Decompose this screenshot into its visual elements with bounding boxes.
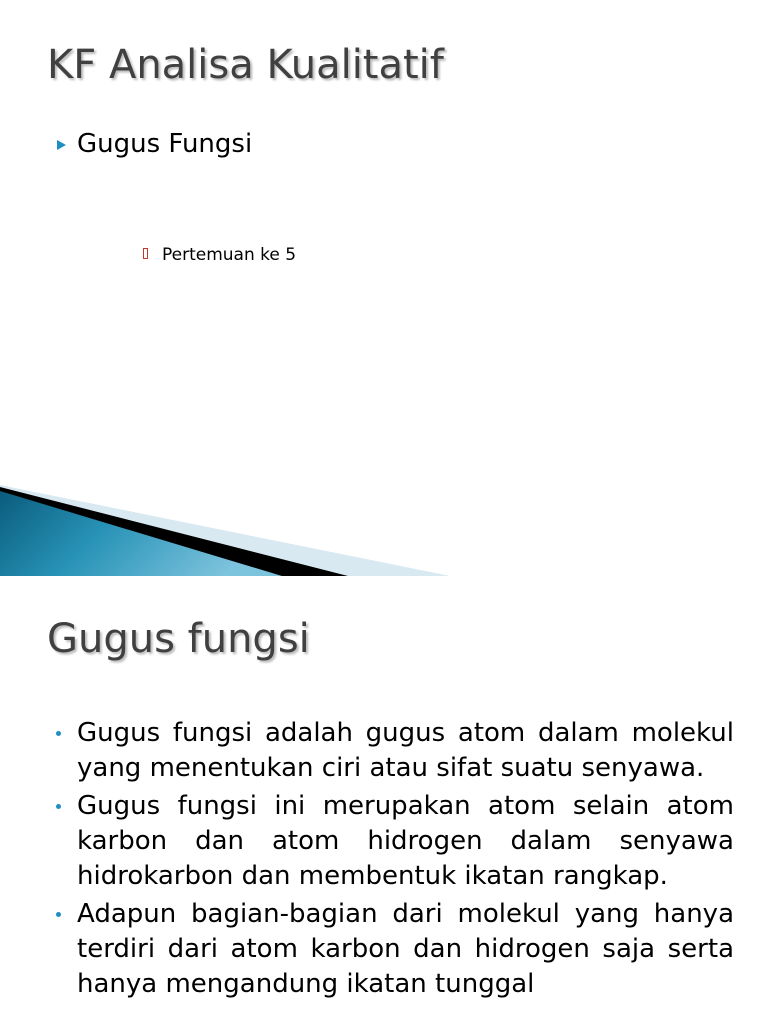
list-item xyxy=(54,716,734,786)
dot-icon xyxy=(56,912,61,917)
slide-1-subtitle: Gugus Fungsi xyxy=(77,129,253,159)
bullet-text: Gugus fungsi adalah gugus atom dalam molekul yang menentukan ciri atau sifat suatu senyawa. xyxy=(77,718,734,783)
box-glyph-icon xyxy=(143,248,148,259)
list-item xyxy=(54,789,734,894)
decorative-swoosh xyxy=(0,481,768,576)
bullet-text: Adapun bagian-bagian dari molekul yang hanya terdiri dari atom karbon dan hidrogen saja serta hanya mengandung ikatan tunggal xyxy=(77,899,734,999)
dot-icon xyxy=(56,731,61,736)
slide-2-title: Gugus fungsi xyxy=(47,616,310,662)
triangle-arrow-icon xyxy=(57,140,66,150)
slide-2 xyxy=(0,576,768,1024)
list-item xyxy=(54,897,734,1002)
slide-1-title: KF Analisa Kualitatif xyxy=(47,42,444,88)
meeting-label: Pertemuan ke 5 xyxy=(162,245,297,265)
dot-icon xyxy=(56,804,61,809)
bullet-list xyxy=(54,716,734,1005)
bullet-text: Gugus fungsi ini merupakan atom selain atom karbon dan atom hidrogen dalam senyawa hidrokarbon dan membentuk ikatan rangkap. xyxy=(77,791,734,891)
